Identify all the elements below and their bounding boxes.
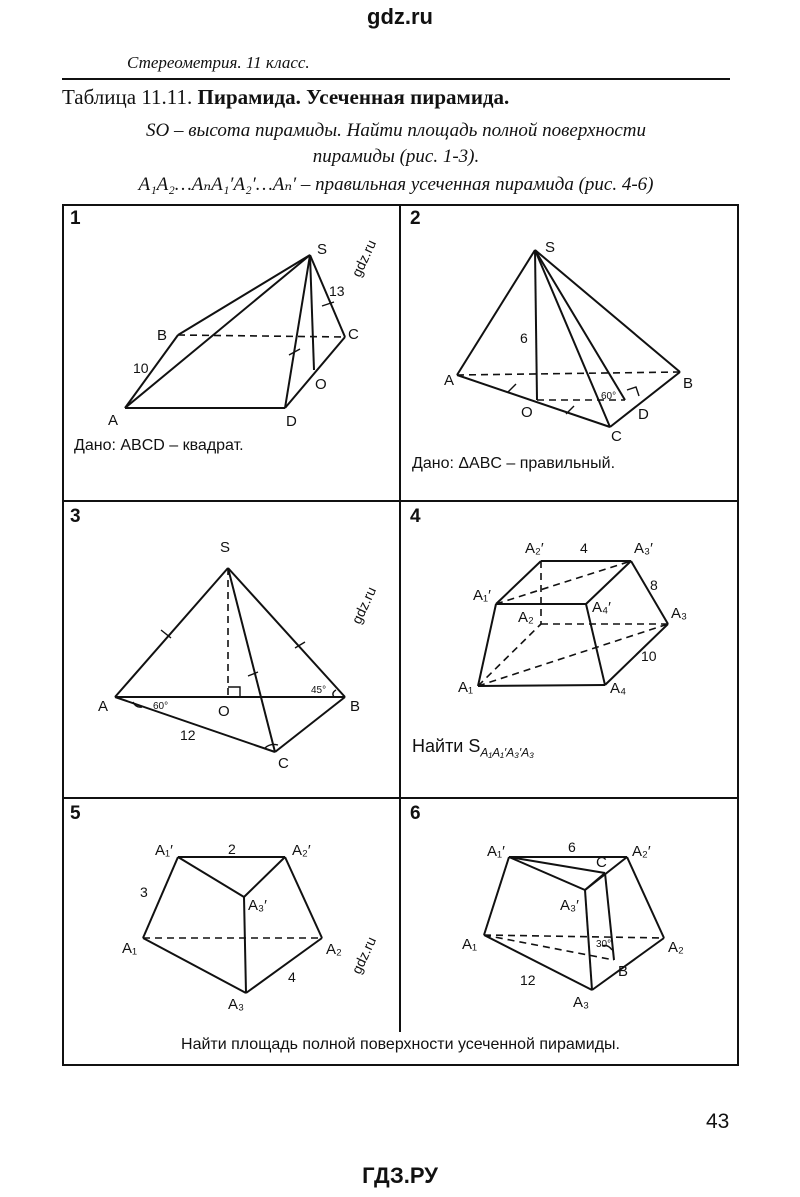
figure-4-label-v2: 8 [650, 577, 658, 593]
watermark-1: gdz.ru [348, 237, 380, 280]
figure-1-label-d: D [286, 413, 297, 430]
figure-3-label-side: 12 [180, 727, 196, 743]
page-number: 43 [706, 1110, 730, 1133]
figure-5-label-v1: 2 [228, 841, 236, 857]
table-heading: Пирамида. Усеченная пирамида. [197, 85, 510, 109]
figure-5-label-a3p: A₃′ [248, 897, 267, 914]
figure-1-label-b: B [157, 327, 168, 344]
cell-3-number: 3 [70, 506, 81, 527]
figure-5-frustum [122, 841, 342, 1013]
figure-6-label-v2: 12 [520, 972, 536, 988]
figure-5-label-a1p: A₁′ [155, 842, 173, 859]
figure-4-label-a3p: A₃′ [634, 540, 653, 557]
figure-6-label-v1: 6 [568, 839, 576, 855]
figure-3-label-b: B [350, 698, 361, 715]
figure-6-label-ang: 30° [596, 939, 612, 950]
figure-1-label-v2: 13 [329, 283, 345, 299]
figure-5-label-v2: 3 [140, 884, 148, 900]
figure-6-label-a3: A₃ [573, 994, 590, 1011]
watermark-3: gdz.ru [348, 934, 380, 977]
figure-4-label-a2p: A₂′ [525, 540, 544, 557]
figure-5-label-a3: A₃ [228, 996, 245, 1013]
bottom-task-note: Найти площадь полной поверхности усеченной пирамиды. [181, 1036, 620, 1053]
figure-1-label-o: O [315, 376, 327, 393]
figure-6-label-a1p: A₁′ [487, 843, 505, 860]
cell-4-number: 4 [410, 506, 421, 527]
figure-1-label-v1: 10 [133, 360, 149, 376]
figure-2-label-h: 6 [520, 330, 528, 346]
figure-3-label-a: A [98, 698, 109, 715]
figure-2-pyramid [444, 239, 693, 445]
figure-6-label-b: B [618, 963, 629, 980]
cell-2-given: Дано: ΔABC – правильный. [412, 455, 616, 472]
cell-6-number: 6 [410, 803, 421, 824]
figure-1-pyramid [108, 241, 359, 430]
figure-4-frustum [458, 540, 687, 697]
figure-5-label-a2p: A₂′ [292, 842, 311, 859]
figure-5-label-v3: 4 [288, 969, 296, 985]
figure-6-label-a3p: A₃′ [560, 897, 579, 914]
figure-3-label-o: O [218, 703, 230, 720]
figure-2-label-d: D [638, 406, 649, 423]
cell-1-number: 1 [70, 208, 81, 229]
figure-3-pyramid [98, 539, 360, 772]
figure-2-label-s: S [545, 239, 556, 256]
figure-2-label-a: A [444, 372, 455, 389]
figure-4-label-a1: A₁ [458, 679, 474, 696]
figure-4-label-v3: 10 [641, 648, 657, 664]
figure-2-label-o: O [521, 404, 533, 421]
figure-1-label-c: C [348, 326, 359, 343]
figure-6-label-a1: A₁ [462, 936, 478, 953]
figure-6-label-c: C [596, 854, 607, 871]
cell-4-find: Найти $S_{A_1A_1'A_3'A_3}$ [412, 736, 534, 760]
cell-1-given: Дано: ABCD – квадрат. [74, 437, 244, 454]
figure-3-label-s: S [220, 539, 231, 556]
figure-5-label-a2: A₂ [326, 941, 342, 958]
figure-2-label-b: B [683, 375, 694, 392]
task-line-3: A₁A₂…AₙA₁′A₂′…Aₙ′ – правильная усеченная пирамида (рис. 4-6) [138, 174, 654, 195]
task-line-1: SO – высота пирамиды. Найти площадь полной поверхности [146, 120, 646, 141]
figure-3-label-c: C [278, 755, 289, 772]
figure-5-label-a1: A₁ [122, 940, 138, 957]
table-number: Таблица 11.11. [62, 85, 193, 109]
figure-4-label-a1p: A₁′ [473, 587, 491, 604]
figure-4-label-a4: A₄ [610, 680, 627, 697]
cell-5-number: 5 [70, 803, 81, 824]
running-header: Стереометрия. 11 класс. [127, 53, 310, 72]
figure-1-label-s: S [317, 241, 328, 258]
site-logo-top[interactable]: gdz.ru [367, 4, 433, 29]
figure-2-label-ang: 60° [601, 391, 617, 402]
figure-6-frustum [462, 839, 684, 1011]
figure-3-label-a2: 45° [311, 685, 327, 696]
figure-6-label-a2: A₂ [668, 939, 684, 956]
task-line-2: пирамиды (рис. 1-3). [312, 146, 480, 167]
site-logo-bottom[interactable]: ГДЗ.РУ [362, 1163, 438, 1188]
figure-4-label-v1: 4 [580, 540, 588, 556]
figure-2-label-c: C [611, 428, 622, 445]
figure-6-label-a2p: A₂′ [632, 843, 651, 860]
figure-3-label-a1: 60° [153, 701, 169, 712]
figure-4-label-a3: A₃ [671, 605, 688, 622]
cell-2-number: 2 [410, 208, 421, 229]
figure-4-label-a4p: A₄′ [592, 599, 611, 616]
watermark-2: gdz.ru [348, 584, 380, 627]
figure-4-label-a2: A₂ [518, 609, 534, 626]
figure-1-label-a: A [108, 412, 119, 429]
